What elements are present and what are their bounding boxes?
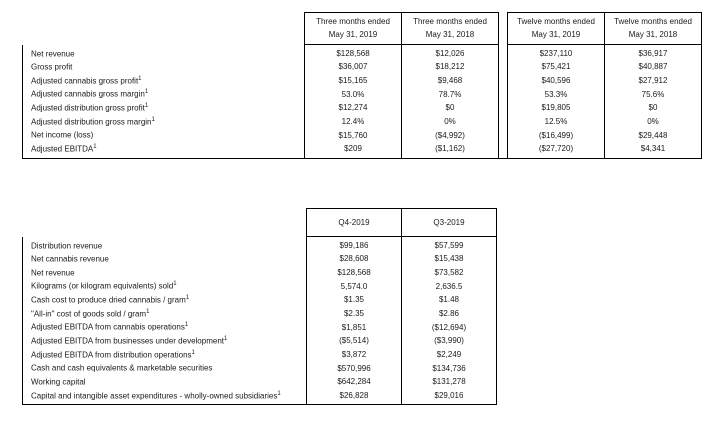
cell-q4: $642,284 bbox=[307, 375, 402, 389]
row-note: 1 bbox=[146, 308, 150, 315]
row-label-text: "All-in" cost of goods sold / gram bbox=[31, 309, 147, 319]
row-label bbox=[23, 101, 305, 115]
row-gap bbox=[499, 60, 508, 74]
row-gap bbox=[499, 142, 508, 158]
table1-body bbox=[23, 45, 702, 159]
table-row bbox=[23, 266, 497, 280]
table-row bbox=[23, 361, 497, 375]
cell-q-2019: $12,274 bbox=[305, 101, 402, 115]
row-note: 1 bbox=[191, 349, 195, 356]
row-label-text: Adjusted EBITDA from distribution operations bbox=[31, 350, 192, 360]
cell-y-2019: $19,805 bbox=[508, 101, 605, 115]
row-label bbox=[23, 142, 305, 158]
row-note: 1 bbox=[185, 295, 190, 302]
table-row bbox=[23, 60, 702, 74]
cell-q3: $1.48 bbox=[402, 293, 497, 307]
row-label-text: Cash cost to produce dried cannabis / gram bbox=[31, 295, 186, 305]
table2-header-row bbox=[23, 209, 497, 237]
cell-q4: $28,608 bbox=[307, 252, 402, 266]
table-row bbox=[23, 348, 497, 362]
row-label bbox=[23, 74, 305, 88]
row-label bbox=[23, 320, 307, 334]
row-label bbox=[23, 115, 305, 129]
cell-q-2019: $15,165 bbox=[305, 74, 402, 88]
quarter-comparison-table bbox=[22, 208, 497, 405]
row-label bbox=[23, 348, 307, 362]
row-gap bbox=[499, 74, 508, 88]
row-note: 1 bbox=[144, 89, 149, 96]
table-row bbox=[23, 128, 702, 142]
cell-y-2018: $36,917 bbox=[605, 45, 702, 61]
cell-q3: $73,582 bbox=[402, 266, 497, 280]
table2-header-q4-2019: Q4-2019 bbox=[307, 209, 402, 237]
table-row bbox=[23, 101, 702, 115]
cell-q-2018: $18,212 bbox=[402, 60, 499, 74]
header-line-2: May 31, 2018 bbox=[425, 29, 475, 39]
cell-q-2018: 78.7% bbox=[402, 87, 499, 101]
cell-q4: $99,186 bbox=[307, 237, 402, 253]
row-label-text: Net income (loss) bbox=[31, 131, 94, 141]
cell-q-2018: $12,026 bbox=[402, 45, 499, 61]
cell-q4: $26,828 bbox=[307, 389, 402, 405]
table1-header-three-months-2018 bbox=[402, 13, 499, 45]
table2-header bbox=[23, 209, 497, 237]
table-row bbox=[23, 142, 702, 158]
row-label-text: Working capital bbox=[31, 377, 86, 387]
table1-header-blank bbox=[23, 13, 305, 45]
row-label bbox=[23, 279, 307, 293]
row-label bbox=[23, 45, 305, 61]
table2-header-q3-2019: Q3-2019 bbox=[402, 209, 497, 237]
row-label-text: Adjusted distribution gross margin bbox=[31, 117, 152, 127]
cell-q4: $1.35 bbox=[307, 293, 402, 307]
row-label-text: Distribution revenue bbox=[31, 241, 103, 251]
row-note: 1 bbox=[93, 144, 97, 151]
cell-q3: $29,016 bbox=[402, 389, 497, 405]
cell-y-2019: 12.5% bbox=[508, 115, 605, 129]
row-label-text: Gross profit bbox=[31, 62, 73, 72]
table-row bbox=[23, 375, 497, 389]
cell-q4: $128,568 bbox=[307, 266, 402, 280]
table2-body bbox=[23, 237, 497, 405]
cell-q3: $15,438 bbox=[402, 252, 497, 266]
row-label-text: Adjusted EBITDA from businesses under development bbox=[31, 336, 224, 346]
row-label-text: Kilograms (or kilogram equivalents) sold bbox=[31, 282, 174, 292]
row-gap bbox=[499, 128, 508, 142]
row-note: 1 bbox=[173, 281, 177, 288]
row-label-text: Adjusted distribution gross profit bbox=[31, 103, 145, 113]
row-label bbox=[23, 128, 305, 142]
cell-q-2019: 53.0% bbox=[305, 87, 402, 101]
header-line-1: Twelve months ended bbox=[517, 17, 595, 27]
cell-q3: $2.86 bbox=[402, 307, 497, 321]
row-label bbox=[23, 293, 307, 307]
row-label bbox=[23, 87, 305, 101]
cell-y-2018: $0 bbox=[605, 101, 702, 115]
row-label bbox=[23, 237, 307, 253]
row-gap bbox=[499, 87, 508, 101]
cell-y-2019: $40,596 bbox=[508, 74, 605, 88]
row-note: 1 bbox=[151, 116, 155, 123]
header-line-1: Three months ended bbox=[413, 17, 487, 27]
row-label bbox=[23, 60, 305, 74]
row-note: 1 bbox=[138, 75, 142, 82]
row-label-text: Net revenue bbox=[31, 268, 75, 278]
row-gap bbox=[499, 101, 508, 115]
cell-q-2018: ($4,992) bbox=[402, 128, 499, 142]
cell-q4: ($5,514) bbox=[307, 334, 402, 348]
cell-y-2019: $75,421 bbox=[508, 60, 605, 74]
cell-q-2019: $15,760 bbox=[305, 128, 402, 142]
cell-q4: 5,574.0 bbox=[307, 279, 402, 293]
row-label-text: Adjusted EBITDA from cannabis operations bbox=[31, 323, 185, 333]
cell-q-2019: $209 bbox=[305, 142, 402, 158]
row-gap bbox=[499, 45, 508, 61]
cell-q3: $134,736 bbox=[402, 361, 497, 375]
row-label-text: Adjusted cannabis gross profit bbox=[31, 76, 139, 86]
header-line-2: May 31, 2018 bbox=[628, 29, 678, 39]
table1-column-gap bbox=[499, 13, 508, 45]
row-note: 1 bbox=[277, 390, 281, 397]
cell-q3: 2,636.5 bbox=[402, 279, 497, 293]
cell-q-2018: $9,468 bbox=[402, 74, 499, 88]
cell-q3: ($12,694) bbox=[402, 320, 497, 334]
cell-q3: $2,249 bbox=[402, 348, 497, 362]
row-note: 1 bbox=[224, 336, 228, 343]
cell-q-2018: 0% bbox=[402, 115, 499, 129]
cell-q-2019: $36,007 bbox=[305, 60, 402, 74]
cell-y-2018: $40,887 bbox=[605, 60, 702, 74]
row-note: 1 bbox=[184, 322, 189, 329]
row-label-text: Net revenue bbox=[31, 49, 75, 59]
table-row bbox=[23, 237, 497, 253]
cell-q-2019: $128,568 bbox=[305, 45, 402, 61]
row-label-text: Net cannabis revenue bbox=[31, 254, 109, 264]
header-line-1: Three months ended bbox=[316, 17, 390, 27]
table-row bbox=[23, 115, 702, 129]
header-line-1: Twelve months ended bbox=[614, 17, 692, 27]
table-row bbox=[23, 252, 497, 266]
cell-q-2019: 12.4% bbox=[305, 115, 402, 129]
row-gap bbox=[499, 115, 508, 129]
cell-y-2018: $27,912 bbox=[605, 74, 702, 88]
row-label bbox=[23, 252, 307, 266]
row-label-text: Adjusted EBITDA bbox=[31, 144, 94, 154]
cell-q-2018: $0 bbox=[402, 101, 499, 115]
table1-header bbox=[23, 13, 702, 45]
row-label-text: Adjusted cannabis gross margin bbox=[31, 90, 145, 100]
cell-q3: ($3,990) bbox=[402, 334, 497, 348]
table-row bbox=[23, 87, 702, 101]
table1-header-twelve-months-2019 bbox=[508, 13, 605, 45]
row-label bbox=[23, 307, 307, 321]
row-label bbox=[23, 266, 307, 280]
header-line-2: May 31, 2019 bbox=[531, 29, 581, 39]
cell-y-2019: ($16,499) bbox=[508, 128, 605, 142]
table-row bbox=[23, 74, 702, 88]
cell-q3: $57,599 bbox=[402, 237, 497, 253]
row-label-text: Cash and cash equivalents & marketable securities bbox=[31, 364, 213, 374]
cell-y-2018: $4,341 bbox=[605, 142, 702, 158]
table-row bbox=[23, 334, 497, 348]
table1-header-twelve-months-2018 bbox=[605, 13, 702, 45]
cell-q4: $3,872 bbox=[307, 348, 402, 362]
cell-q4: $570,996 bbox=[307, 361, 402, 375]
table-row bbox=[23, 279, 497, 293]
cell-q3: $131,278 bbox=[402, 375, 497, 389]
quarterly-annual-summary-table bbox=[22, 12, 702, 159]
table-row bbox=[23, 293, 497, 307]
table2-header-blank bbox=[23, 209, 307, 237]
row-label bbox=[23, 389, 307, 405]
header-line-2: May 31, 2019 bbox=[328, 29, 378, 39]
cell-y-2018: 75.6% bbox=[605, 87, 702, 101]
row-label bbox=[23, 361, 307, 375]
cell-q4: $2.35 bbox=[307, 307, 402, 321]
table1-header-three-months-2019 bbox=[305, 13, 402, 45]
table-row bbox=[23, 389, 497, 405]
table-row bbox=[23, 320, 497, 334]
row-label bbox=[23, 375, 307, 389]
table-row bbox=[23, 307, 497, 321]
cell-q-2018: ($1,162) bbox=[402, 142, 499, 158]
cell-y-2019: ($27,720) bbox=[508, 142, 605, 158]
row-note: 1 bbox=[144, 103, 149, 110]
table1-header-row bbox=[23, 13, 702, 45]
cell-y-2019: 53.3% bbox=[508, 87, 605, 101]
cell-y-2019: $237,110 bbox=[508, 45, 605, 61]
row-label bbox=[23, 334, 307, 348]
cell-y-2018: 0% bbox=[605, 115, 702, 129]
table-row bbox=[23, 45, 702, 61]
row-label-text: Capital and intangible asset expenditures - wholly-owned subsidiaries bbox=[31, 391, 278, 401]
cell-q4: $1,851 bbox=[307, 320, 402, 334]
cell-y-2018: $29,448 bbox=[605, 128, 702, 142]
